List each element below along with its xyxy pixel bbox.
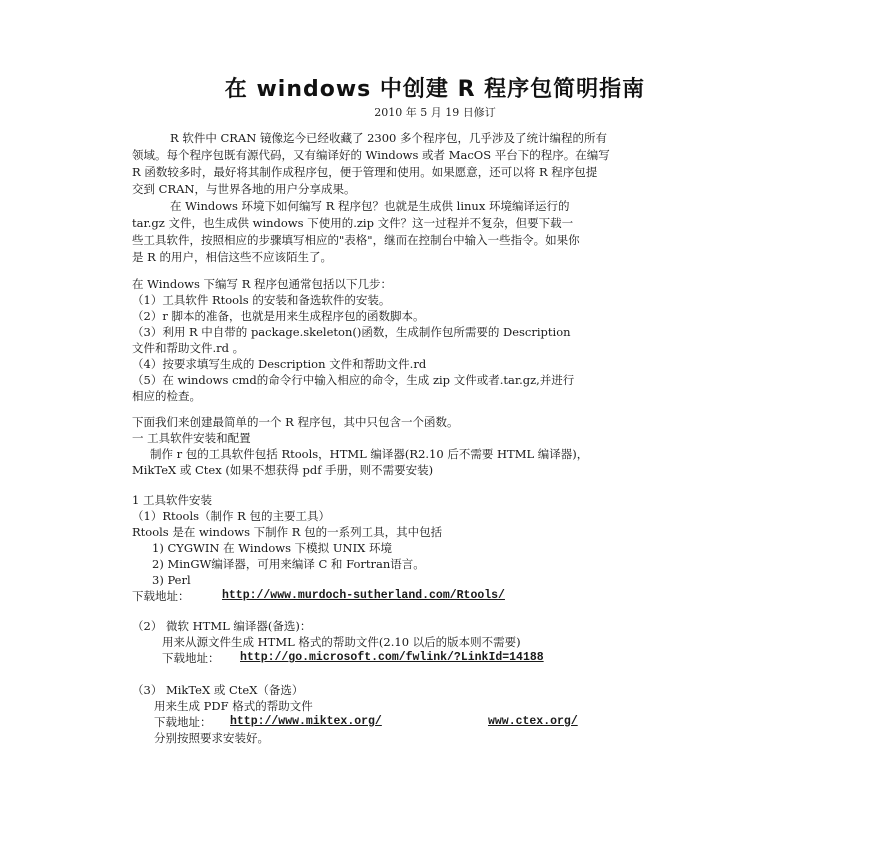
para2-line-1: 在 Windows 环境下如何编写 R 程序包？也就是生成供 linux 环境编译运行的 [170,199,570,213]
rtools-download-link[interactable]: http://www.murdoch-sutherland.com/Rtools/ [222,589,505,602]
rtools-item: 1) CYGWIN 在 Windows 下模拟 UNIX 环境 [152,541,392,555]
rtools-item: 2) MinGW编译器，可用来编译 C 和 Fortran语言。 [152,557,425,571]
subsection-1-heading: 1 工具软件安装 [132,493,212,507]
section-1-heading: 一 工具软件安装和配置 [132,431,251,445]
ctex-download-link[interactable]: www.ctex.org/ [488,715,578,728]
html-compiler-description: 用来从源文件生成 HTML 格式的帮助文件(2.10 以后的版本则不需要) [162,635,521,649]
rtools-download-label: 下载地址： [132,589,190,603]
step-item: （4）按要求填写生成的 Description 文件和帮助文件.rd [132,357,427,371]
steps-intro: 在 Windows 下编写 R 程序包通常包括以下几步： [132,277,393,291]
para2-line-2: tar.gz 文件，也生成供 windows 下使用的.zip 文件？这一过程并不复杂，但要下载一 [132,216,574,230]
section-1-body-line-1: 制作 r 包的工具软件包括 Rtools，HTML 编译器(R2.10 后不需要 HTML 编译器)， [150,447,589,461]
para2-line-4: 是 R 的用户，相信这些不应该陌生了。 [132,250,332,264]
miktex-download-link[interactable]: http://www.miktex.org/ [230,715,382,728]
miktex-download-label: 下载地址： [154,715,212,729]
rtools-description: Rtools 是在 windows 下制作 R 包的一系列工具，其中包括 [132,525,443,539]
html-download-label: 下载地址： [162,651,220,665]
section-1-body-line-2: MikTeX 或 Ctex (如果不想获得 pdf 手册，则不需要安装) [132,463,434,477]
page-title: 在 windows 中创建 R 程序包简明指南 [224,77,646,102]
para1-line-2: 领域。每个程序包既有源代码，又有编译好的 Windows 或者 MacOS 平台下的程序。在编写 [132,148,610,162]
step-item: （2）r 脚本的准备，也就是用来生成程序包的函数脚本。 [132,309,425,323]
miktex-description: 用来生成 PDF 格式的帮助文件 [154,699,313,713]
step-item: 文件和帮助文件.rd 。 [132,341,245,355]
para1-line-4: 交到 CRAN，与世界各地的用户分享成果。 [132,182,356,196]
miktex-install-note: 分别按照要求安装好。 [154,731,269,745]
para1-line-1: R 软件中 CRAN 镜像迄今已经收藏了 2300 多个程序包，几乎涉及了统计编程的所有 [170,131,608,145]
simple-intro: 下面我们来创建最简单的一个 R 程序包，其中只包含一个函数。 [132,415,459,429]
para1-line-3: R 函数较多时，最好将其制作成程序包，便于管理和使用。如果愿意，还可以将 R 程序包提 [132,165,598,179]
rtools-heading: （1）Rtools（制作 R 包的主要工具） [132,509,330,523]
html-download-link[interactable]: http://go.microsoft.com/fwlink/?LinkId=14188 [240,651,544,664]
para2-line-3: 些工具软件，按照相应的步骤填写相应的"表格"，继而在控制台中输入一些指令。如果你 [132,233,580,247]
step-item: （5）在 windows cmd的命令行中输入相应的命令，生成 zip 文件或者.tar.gz,并进行 [132,373,575,387]
step-item: （1）工具软件 Rtools 的安装和备选软件的安装。 [132,293,391,307]
step-item: （3）利用 R 中自带的 package.skeleton()函数，生成制作包所需要的 Description [132,325,571,339]
revision-date: 2010 年 5 月 19 日修订 [374,106,496,119]
step-item: 相应的检查。 [132,389,201,403]
rtools-item: 3) Perl [152,573,191,587]
miktex-heading: （3） MikTeX 或 CteX（备选） [132,683,304,697]
html-compiler-heading: （2） 微软 HTML 编译器(备选)： [132,619,312,633]
